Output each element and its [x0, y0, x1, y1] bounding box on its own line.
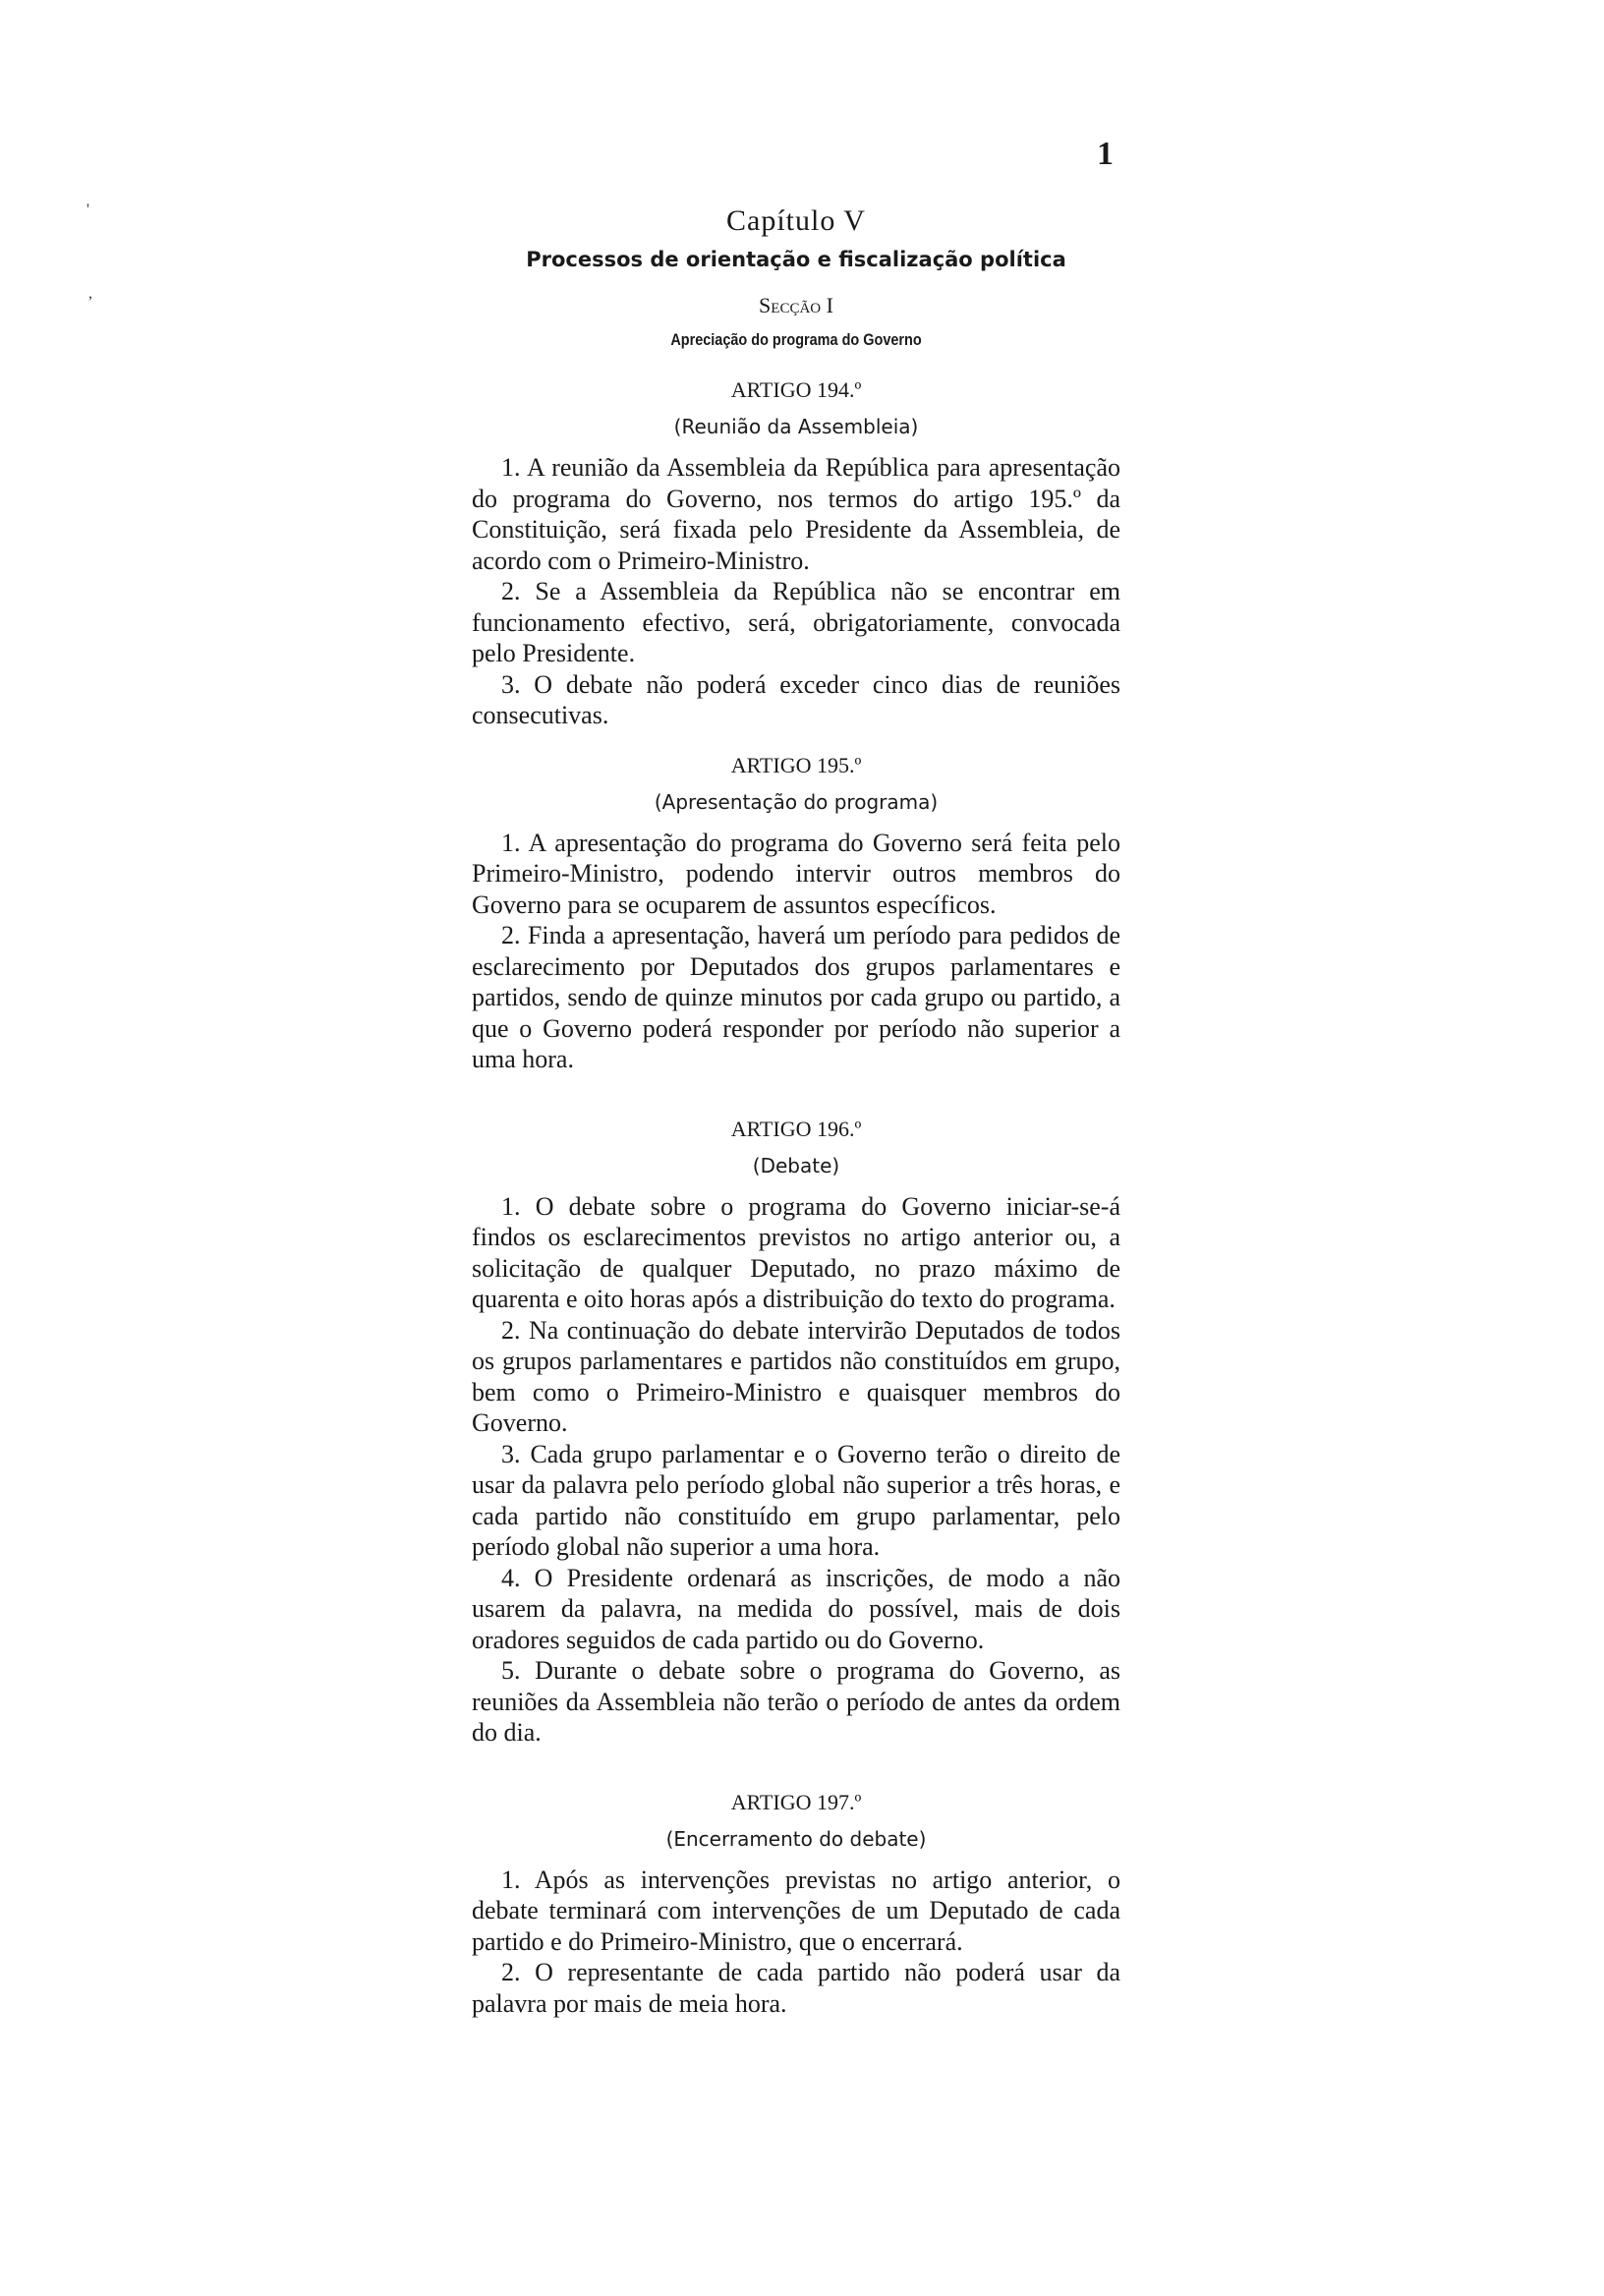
- paragraph: 1. Após as intervenções previstas no artigo anterior, o debate terminará com intervenções de um Deputado de cada partido e do Primeiro-Ministro, que o encerrará.: [472, 1865, 1120, 1956]
- chapter-heading: Capítulo V: [726, 204, 866, 237]
- paragraph: 5. Durante o debate sobre o programa do Governo, as reuniões da Assembleia não terão o período de antes da ordem do dia.: [472, 1656, 1120, 1747]
- paragraph: 2. Finda a apresentação, haverá um período para pedidos de esclarecimento por Deputados dos grupos parlamentares e partidos, sendo de quinze minutos por cada grupo ou partido, a que o Governo poderá responder por período não superior a uma hora.: [472, 921, 1120, 1073]
- article-title: (Encerramento do debate): [665, 1826, 927, 1851]
- article-heading: ARTIGO 195.º: [730, 752, 862, 777]
- page-number: 1: [1097, 136, 1114, 172]
- paragraph: 2. Se a Assembleia da República não se encontrar em funcionamento efectivo, será, obrigatoriamente, convocada pelo Presidente.: [472, 577, 1120, 667]
- document-column: [472, 204, 1120, 2040]
- paragraph: 2. Na continuação do debate intervirão Deputados de todos os grupos parlamentares e partidos não constituídos em grupo, bem como o Primeiro-Ministro e quaisquer membros do Governo.: [472, 1315, 1120, 1437]
- article-197: [472, 1790, 1120, 2020]
- section-subtitle: Apreciação do programa do Governo: [670, 330, 922, 349]
- article-title: (Apresentação do programa): [654, 789, 939, 814]
- article-heading: ARTIGO 194.º: [730, 377, 862, 402]
- paragraph: 3. O debate não poderá exceder cinco dias de reuniões consecutivas.: [472, 669, 1120, 729]
- paragraph: 3. Cada grupo parlamentar e o Governo terão o direito de usar da palavra pelo período global não superior a três horas, e cada partido não constituído em grupo parlamentar, pelo período global não superior a uma hora.: [472, 1439, 1120, 1561]
- article-195: [472, 753, 1120, 1075]
- section-heading: Secção I: [759, 293, 833, 317]
- article-196: [472, 1117, 1120, 1749]
- paragraph: 1. A apresentação do programa do Governo será feita pelo Primeiro-Ministro, podendo intervir outros membros do Governo para se ocuparem de assuntos específicos.: [472, 828, 1120, 919]
- article-title: (Reunião da Assembleia): [673, 415, 919, 438]
- paragraph: 4. O Presidente ordenará as inscrições, de modo a não usarem da palavra, na medida do possível, mais de dois oradores seguidos de cada partido ou do Governo.: [472, 1563, 1120, 1654]
- chapter-subtitle: Processos de orientação e fiscalização política: [526, 248, 1066, 271]
- margin-mark: ': [86, 201, 89, 218]
- margin-mark: ,: [88, 285, 92, 302]
- paragraph: 1. O debate sobre o programa do Governo iniciar-se-á findos os esclarecimentos previstos no artigo anterior ou, a solicitação de qualquer Deputado, no prazo máximo de quarenta e oito horas após a distribuição do texto do programa.: [472, 1191, 1120, 1313]
- paragraph: 2. O representante de cada partido não poderá usar da palavra por mais de meia hora.: [472, 1958, 1120, 2018]
- article-heading: ARTIGO 197.º: [730, 1789, 862, 1814]
- article-title: (Debate): [752, 1153, 840, 1177]
- article-194: [472, 377, 1120, 731]
- article-heading: ARTIGO 196.º: [730, 1116, 862, 1141]
- paragraph: 1. A reunião da Assembleia da República para apresentação do programa do Governo, nos termos do artigo 195.º da Constituição, será fixada pelo Presidente da Assembleia, de acordo com o Primeiro-Ministro.: [472, 453, 1120, 575]
